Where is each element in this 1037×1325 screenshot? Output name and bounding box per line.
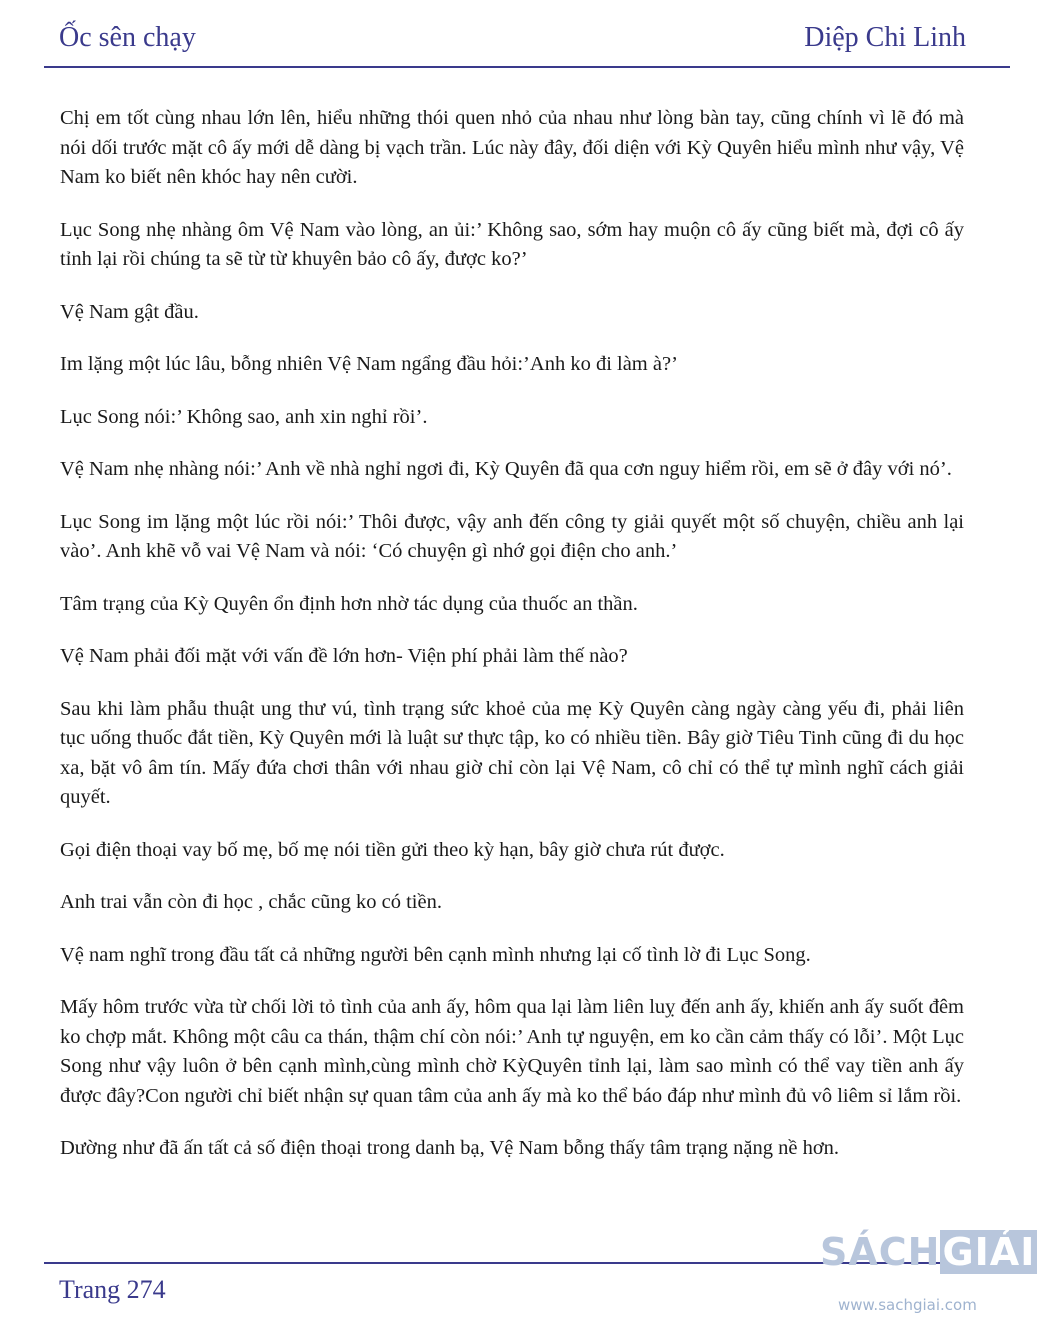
paragraph: Anh trai vẫn còn đi học , chắc cũng ko có tiền. (60, 891, 442, 913)
watermark-logo-part1: SÁCH (820, 1230, 941, 1274)
watermark-url: www.sachgiai.com (838, 1296, 977, 1314)
book-title: Ốc sên chạy (59, 22, 196, 53)
paragraph: Mấy hôm trước vừa từ chối lời tỏ tình của anh ấy, hôm qua lại làm liên luỵ đến anh ấy, khiến anh ấy suốt đêm ko chợp mắt. Không một câu ca thán, thậm chí còn nói:’ Anh tự nguyện, em ko cần cảm thấy có lỗi’. Một Lục Song như vậy luôn ở bên cạnh mình,cùng mình chờ KỳQuyên tỉnh lại, làm sao mình có thể vay tiền anh ấy được đây?Con người chỉ biết nhận sự quan tâm của anh ấy mà ko thể báo đáp như mình đủ vô liêm sỉ lắm rồi. (60, 996, 964, 1107)
paragraph: Gọi điện thoại vay bố mẹ, bố mẹ nói tiền gửi theo kỳ hạn, bây giờ chưa rút được. (60, 838, 725, 861)
paragraph: Lục Song im lặng một lúc rồi nói:’ Thôi được, vậy anh đến công ty giải quyết một số chuyện, chiều anh lại vào’. Anh khẽ vỗ vai Vệ Nam và nói: ‘Có chuyện gì nhớ gọi điện cho anh.’ (60, 510, 964, 562)
paragraph: Chị em tốt cùng nhau lớn lên, hiểu những thói quen nhỏ của nhau như lòng bàn tay, cũng chính vì lẽ đó mà nói dối trước mặt cô ấy mới dễ dàng bị vạch trần. Lúc này đây, đối diện với Kỳ Quyên hiểu mình như vậy, Vệ Nam ko biết nên khóc hay nên cười. (60, 107, 964, 188)
paragraph: Im lặng một lúc lâu, bỗng nhiên Vệ Nam ngẩng đầu hỏi:’Anh ko đi làm à?’ (60, 353, 678, 375)
watermark-logo (820, 1230, 1036, 1325)
watermark-logo-text (820, 1230, 1037, 1274)
paragraph: Lục Song nhẹ nhàng ôm Vệ Nam vào lòng, an ủi:’ Không sao, sớm hay muộn cô ấy cũng biết mà, đợi cô ấy tỉnh lại rồi chúng ta sẽ từ từ khuyên bảo cô ấy, được ko?’ (60, 218, 964, 270)
paragraph: Vệ nam nghĩ trong đầu tất cả những người bên cạnh mình nhưng lại cố tình lờ đi Lục Song. (60, 943, 811, 966)
paragraph: Sau khi làm phẫu thuật ung thư vú, tình trạng sức khoẻ của mẹ Kỳ Quyên càng ngày càng yếu đi, phải liên tục uống thuốc đắt tiền, Kỳ Quyên mới là luật sư thực tập, ko có nhiều tiền. Bây giờ Tiêu Tinh cũng đi du học xa, bặt vô âm tín. Mấy đứa chơi thân với nhau giờ chỉ còn lại Vệ Nam, cô chỉ có thể tự mình nghĩ cách giải quyết. (60, 697, 964, 808)
paragraph: Vệ Nam gật đầu. (60, 300, 199, 323)
page-body (60, 104, 964, 1187)
paragraph: Vệ Nam nhẹ nhàng nói:’ Anh về nhà nghỉ ngơi đi, Kỳ Quyên đã qua cơn nguy hiểm rồi, em sẽ ở đây với nó’. (60, 458, 952, 480)
paragraph: Lục Song nói:’ Không sao, anh xin nghỉ rồi’. (60, 405, 428, 428)
paragraph: Vệ Nam phải đối mặt với vấn đề lớn hơn- Viện phí phải làm thế nào? (60, 645, 628, 667)
page-number: Trang 274 (59, 1275, 166, 1304)
header-divider (44, 66, 1010, 68)
paragraph: Tâm trạng của Kỳ Quyên ổn định hơn nhờ tác dụng của thuốc an thần. (60, 592, 638, 615)
watermark-logo-part2: GIẢI (942, 1230, 1036, 1274)
author-name: Diệp Chi Linh (804, 22, 966, 53)
paragraph: Dường như đã ấn tất cả số điện thoại trong danh bạ, Vệ Nam bỗng thấy tâm trạng nặng nề hơn. (60, 1137, 840, 1159)
